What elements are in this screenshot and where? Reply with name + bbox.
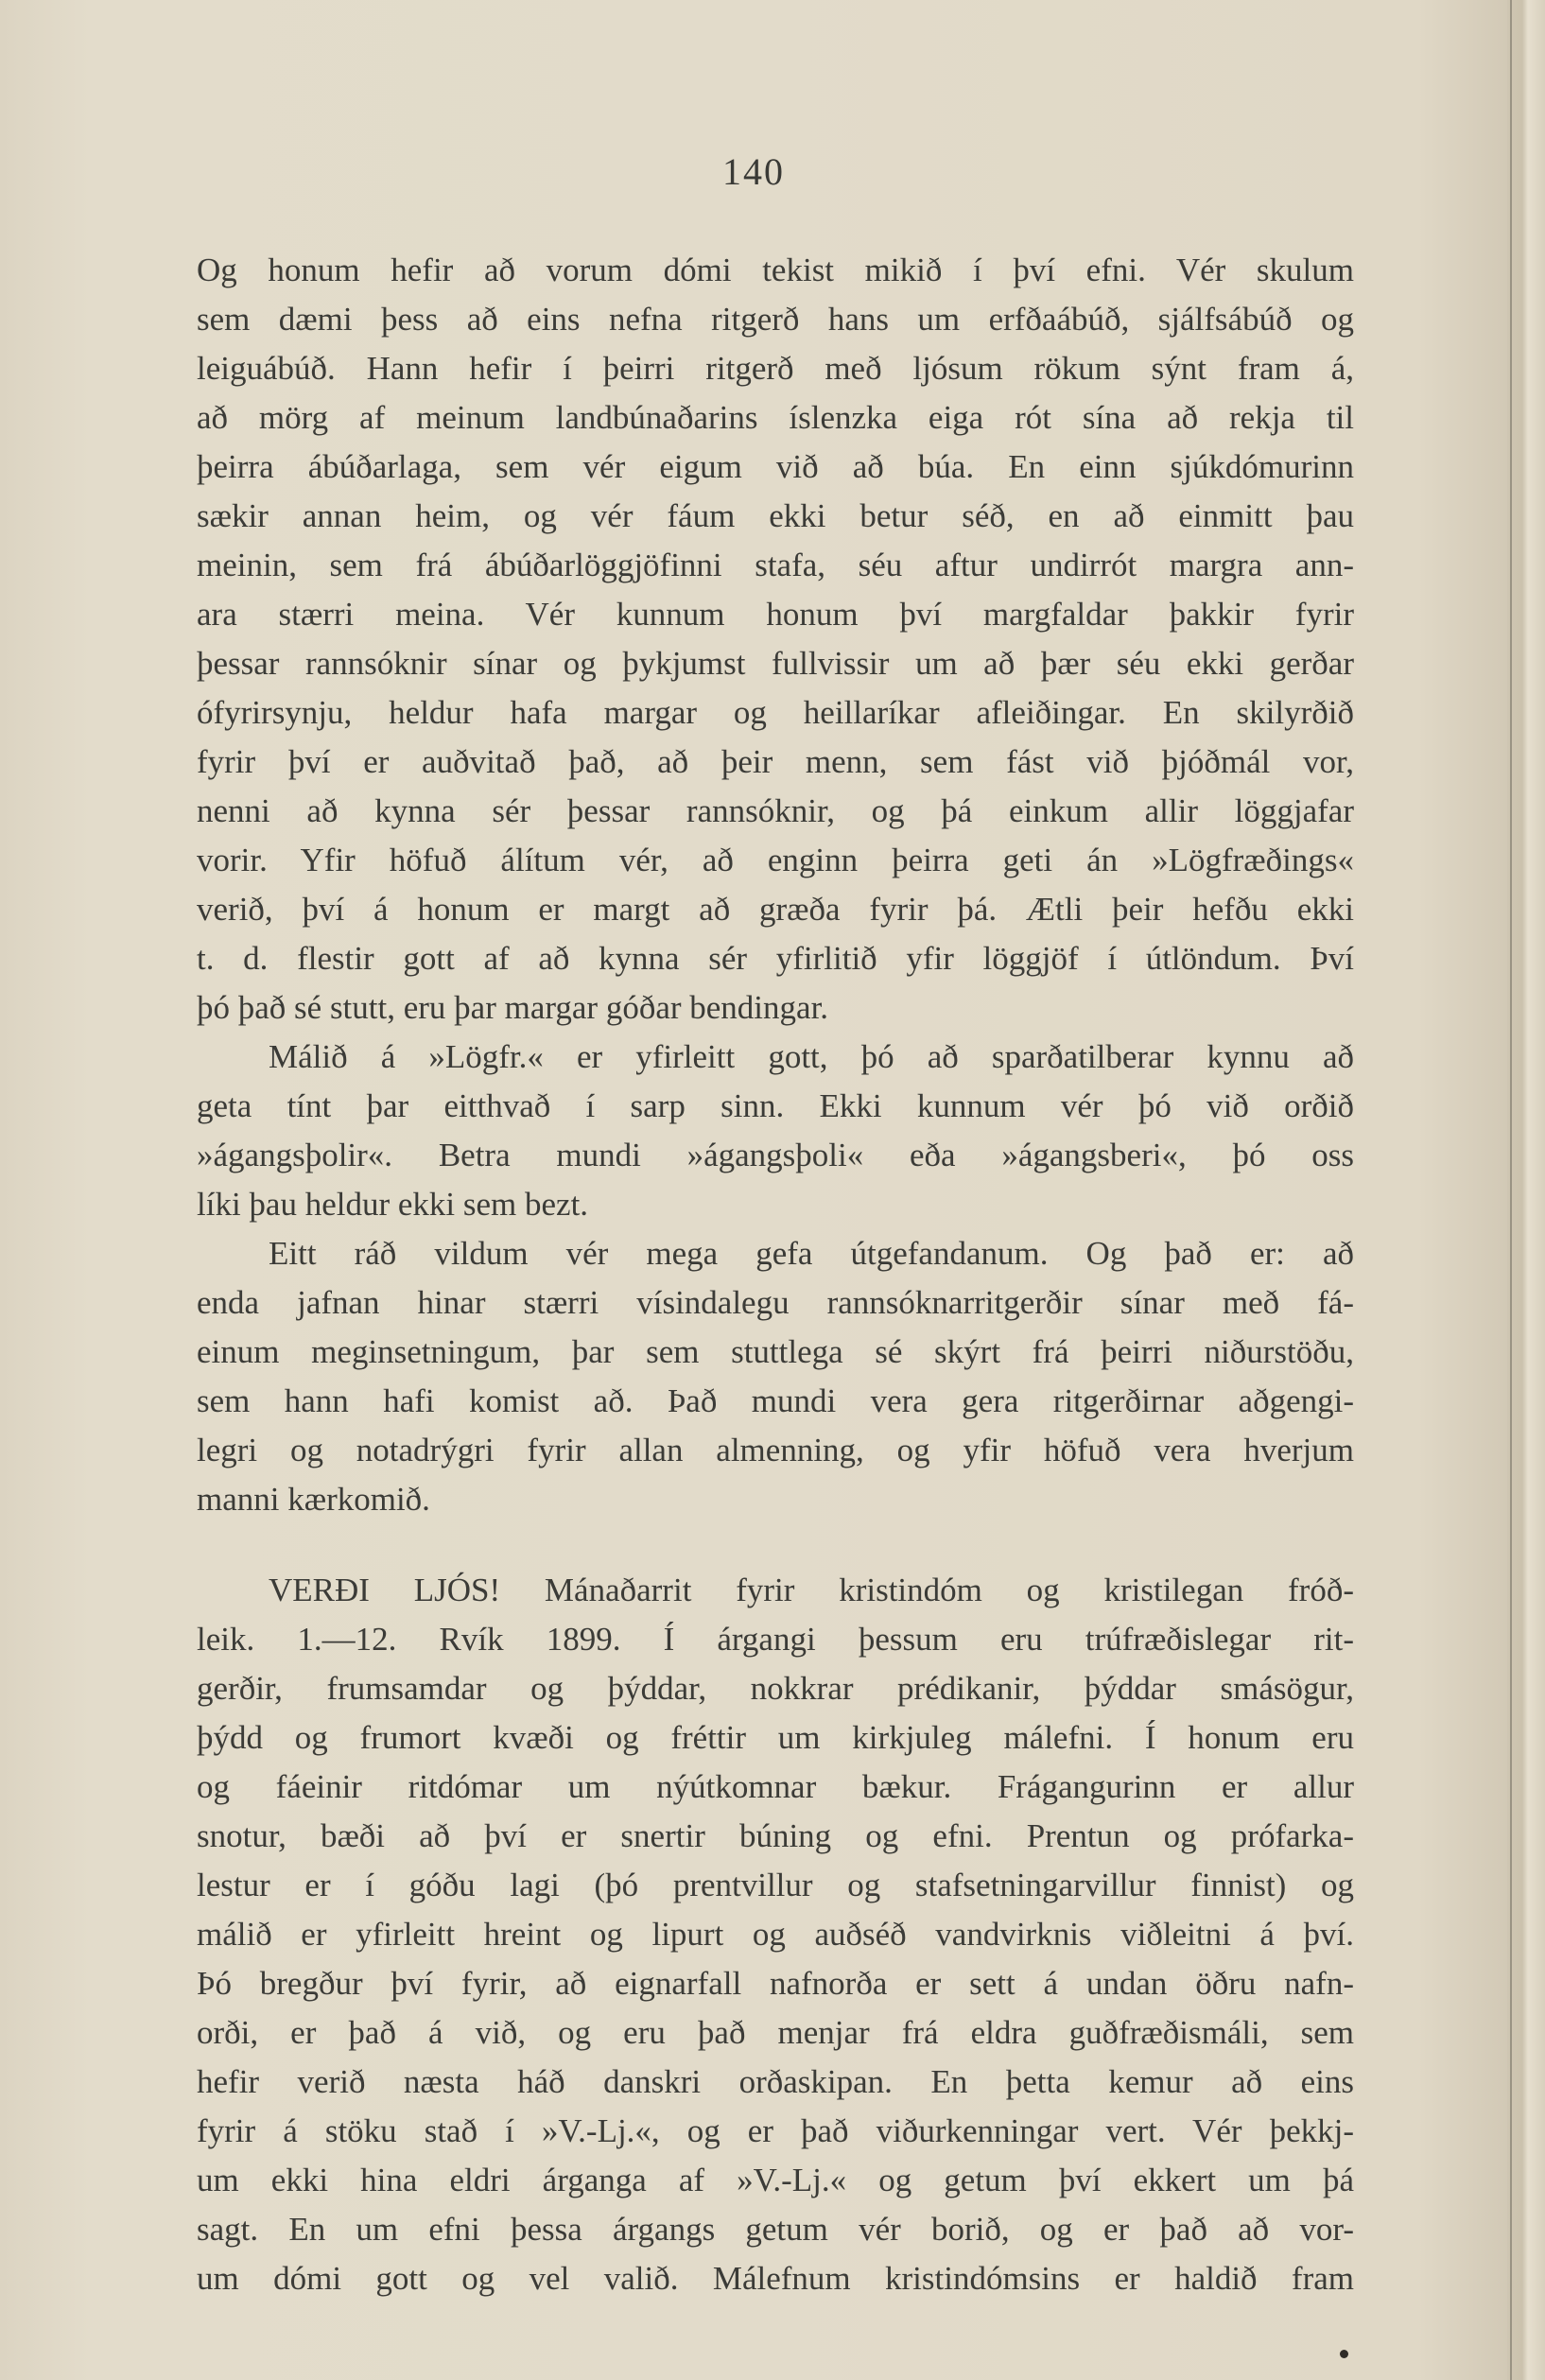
text-line: fyrir á stöku stað í »V.-Lj.«, og er það viðurkenningar vert. Vér þekkj- [197,2112,1354,2149]
text-line: vorir. Yfir höfuð álítum vér, að enginn þeirra geti án »Lögfræðings« [197,842,1354,878]
text-line: manni kærkomið. [197,1481,430,1518]
paragraph-3 [197,1229,1354,1524]
text-line: um dómi gott og vel valið. Málefnum kristindómsins er haldið fram [197,2260,1354,2297]
text-line: sem dæmi þess að eins nefna ritgerð hans um erfðaábúð, sjálfsábúð og [197,301,1354,338]
page-edge [1507,0,1545,2380]
text-line: geta tínt þar eitthvað í sarp sinn. Ekki kunnum vér þó við orðið [197,1087,1354,1124]
text-line: þessar rannsóknir sínar og þykjumst fullvissir um að þær séu ekki gerðar [197,645,1354,682]
page-edge-line [1510,0,1512,2380]
text-line: nenni að kynna sér þessar rannsóknir, og þá einkum allir löggjafar [197,792,1354,829]
text-line: t. d. flestir gott af að kynna sér yfirlitið yfir löggjöf í útlöndum. Því [197,940,1354,977]
paragraph-1 [197,246,1354,1033]
text-line: snotur, bæði að því er snertir búning og efni. Prentun og prófarka- [197,1817,1354,1854]
paragraph-2 [197,1033,1354,1229]
text-line: um ekki hina eldri árganga af »V.-Lj.« og getum því ekkert um þá [197,2162,1354,2198]
text-line: fyrir því er auðvitað það, að þeir menn, sem fást við þjóðmál vor, [197,743,1354,780]
text-line: sagt. En um efni þessa árgangs getum vér borið, og er það að vor- [197,2211,1354,2248]
text-line: ófyrirsynju, heldur hafa margar og heillaríkar afleiðingar. En skilyrðið [197,694,1354,731]
text-line: einum meginsetningum, þar sem stuttlega sé skýrt frá þeirri niðurstöðu, [197,1333,1354,1370]
text-line: verið, því á honum er margt að græða fyrir þá. Ætli þeir hefðu ekki [197,891,1354,928]
text-line: ara stærri meina. Vér kunnum honum því margfaldar þakkir fyrir [197,596,1354,633]
paragraph-4 [197,1566,1354,2303]
text-line: enda jafnan hinar stærri vísindalegu rannsóknarritgerðir sínar með fá- [197,1284,1354,1321]
page-number: 140 [722,150,785,193]
text-line: legri og notadrýgri fyrir allan almenning, og yfir höfuð vera hverjum [197,1432,1354,1468]
text-line: Eitt ráð vildum vér mega gefa útgefandanum. Og það er: að [269,1235,1354,1272]
text-line: lestur er í góðu lagi (þó prentvillur og stafsetningarvillur finnist) og [197,1867,1354,1903]
text-line: leiguábúð. Hann hefir í þeirri ritgerð með ljósum rökum sýnt fram á, [197,350,1354,387]
text-line: Málið á »Lögfr.« er yfirleitt gott, þó að sparðatilberar kynnu að [269,1038,1354,1075]
text-line: málið er yfirleitt hreint og lipurt og auðséð vandvirknis viðleitni á því. [197,1916,1354,1953]
text-line: þeirra ábúðarlaga, sem vér eigum við að búa. En einn sjúkdómurinn [197,448,1354,485]
text-line: þýdd og frumort kvæði og fréttir um kirkjuleg málefni. Í honum eru [197,1719,1354,1756]
text-line: »ágangsþolir«. Betra mundi »ágangsþoli« eða »ágangsberi«, þó oss [197,1137,1354,1173]
text-line: og fáeinir ritdómar um nýútkomnar bækur. Frágangurinn er allur [197,1768,1354,1805]
speck-mark [1340,2350,1348,2358]
text-line: leik. 1.—12. Rvík 1899. Í árgangi þessum eru trúfræðislegar rit- [197,1621,1354,1658]
text-line: orði, er það á við, og eru það menjar frá eldra guðfræðismáli, sem [197,2014,1354,2051]
text-line: hefir verið næsta háð danskri orðaskipan. En þetta kemur að eins [197,2063,1354,2100]
text-line: líki þau heldur ekki sem bezt. [197,1186,589,1223]
text-line: að mörg af meinum landbúnaðarins íslenzka eiga rót sína að rekja til [197,399,1354,436]
text-line: þó það sé stutt, eru þar margar góðar bendingar. [197,989,829,1026]
text-line: sem hann hafi komist að. Það mundi vera gera ritgerðirnar aðgengi- [197,1382,1354,1419]
body-text [197,246,1354,2303]
text-line: Og honum hefir að vorum dómi tekist mikið í því efni. Vér skulum [197,252,1354,288]
text-line: sækir annan heim, og vér fáum ekki betur séð, en að einmitt þau [197,497,1354,534]
text-line: gerðir, frumsamdar og þýddar, nokkrar prédikanir, þýddar smásögur, [197,1670,1354,1707]
text-line: VERÐI LJÓS! Mánaðarrit fyrir kristindóm og kristilegan fróð- [269,1572,1354,1608]
text-line: meinin, sem frá ábúðarlöggjöfinni stafa, séu aftur undirrót margra ann- [197,547,1354,583]
text-line: Þó bregður því fyrir, að eignarfall nafnorða er sett á undan öðru nafn- [197,1965,1354,2002]
